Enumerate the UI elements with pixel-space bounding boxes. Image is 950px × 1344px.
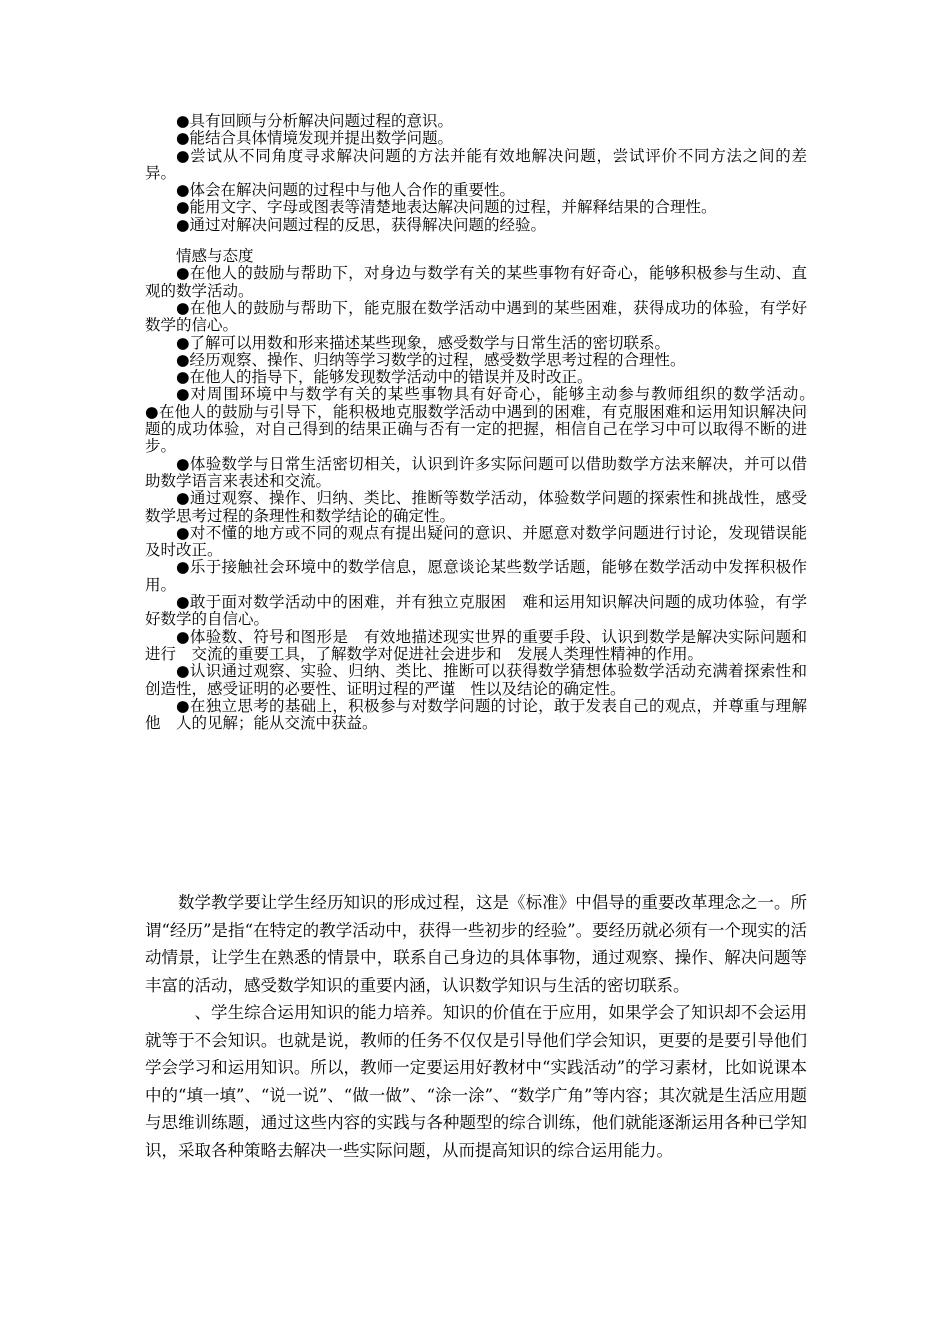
list-item: ●尝试从不同角度寻求解决问题的方法并能有效地解决问题，尝试评价不同方法之间的差异。 (145, 146, 807, 182)
list-item: ●体会在解决问题的过程中与他人合作的重要性。 (176, 181, 516, 200)
list-item: ●通过观察、操作、归纳、类比、推断等数学活动，体验数学问题的探索性和挑战性，感受数学思考过程的条理性和数学结论的确定性。 (145, 489, 807, 525)
spacer (145, 234, 807, 248)
list-item: ●能用文字、字母或图表等清楚地表达解决问题的过程，并解释结果的合理性。 (176, 198, 717, 217)
list-item: ●在他人的鼓励与帮助下，能克服在数学活动中遇到的某些困难，获得成功的体验，有学好数学的信心。 (145, 298, 807, 335)
list-item: ●认识通过观察、实验、归纳、类比、推断可以获得数学猜想体验数学活动充满着探索性和创造性，感受证明的必要性、证明过程的严谨 性以及结论的确定性。 (145, 662, 807, 698)
list-item: ●在独立思考的基础上，积极参与对数学问题的讨论，敢于发表自己的观点，并尊重与理解他 人的见解；能从交流中获益。 (145, 696, 807, 733)
list-item: ●了解可以用数和形来描述某些现象，感受数学与日常生活的密切联系。 (176, 333, 671, 352)
list-item: ●能结合具体情境发现并提出数学问题。 (176, 129, 454, 148)
objectives-section (145, 112, 901, 733)
body-paragraph: 、学生综合运用知识的能力培养。知识的价值在于应用，如果学会了知识却不会运用就等于不会知识。也就是说，教师的任务不仅仅是引导他们学会知识，更要的是要引导他们学会学习和运用知识。所以，教师一定要运用好教材中“实践活动”的学习素材，比如说课本中的“填一填”、“说一说”、“做一做”、“涂一涂”、“数学广角”等内容；其次就是生活应用题与思维训练题，通过这些内容的实践与各种题型的综合训练，他们就能逐渐运用各种已学知识，采取各种策略去解决一些实际问题，从而提高知识的综合运用能力。 (145, 1003, 807, 1160)
list-item: ●通过对解决问题过程的反思，获得解决问题的经验。 (176, 215, 547, 234)
list-item: ●体验数学与日常生活密切相关，认识到许多实际问题可以借助数学方法来解决，并可以借助数学语言来表述和交流。 (145, 454, 807, 490)
list-item: ●在他人的鼓励与帮助下，对身边与数学有关的某些事物有好奇心，能够积极参与生动、直观的数学活动。 (145, 264, 807, 300)
list-item: ●在他人的指导下，能够发现数学活动中的错误并及时改正。 (176, 368, 593, 387)
list-item: ●体验数、符号和图形是 有效地描述现实世界的重要手段、认识到数学是解决实际问题和进行 交流的重要工具，了解数学对促进社会进步和 发展人类理性精神的作用。 (145, 627, 807, 663)
list-item: ●具有回顾与分析解决问题过程的意识。 (176, 112, 454, 130)
discussion-section (145, 889, 807, 1164)
list-item: ●对周围环境中与数学有关的某些事物具有好奇心，能够主动参与教师组织的数学活动。 ●在他人的鼓励与引导下，能积极地克服数学活动中遇到的困难，有克服困难和运用知识解决问题的成功体验，对自己得到的结果正确与否有一定的把握，相信自己在学习中可以取得不断的进步。 (145, 385, 901, 456)
section-heading: 情感与态度 (176, 247, 254, 266)
list-item: ●乐于接触社会环境中的数学信息，愿意谈论某些数学话题，能够在数学活动中发挥积极作用。 (145, 558, 807, 594)
body-paragraph: 数学教学要让学生经历知识的形成过程，这是《标准》中倡导的重要改革理念之一。所谓“经历”是指“在特定的教学活动中，获得一些初步的经验”。要经历就必须有一个现实的活动情景，让学生在熟悉的情景中，联系自己身边的具体事物，通过观察、操作、解决问题等丰富的活动，感受数学知识的重要内涵，认识数学知识与生活的密切联系。 (145, 893, 807, 995)
list-item: ●敢于面对数学活动中的困难，并有独立克服困 难和运用知识解决问题的成功体验，有学好数学的自信心。 (145, 593, 807, 629)
list-item: ●对不懂的地方或不同的观点有提出疑问的意识、并愿意对数学问题进行讨论，发现错误能及时改正。 (145, 523, 807, 560)
list-item: ●经历观察、操作、归纳等学习数学的过程，感受数学思考过程的合理性。 (176, 350, 686, 369)
